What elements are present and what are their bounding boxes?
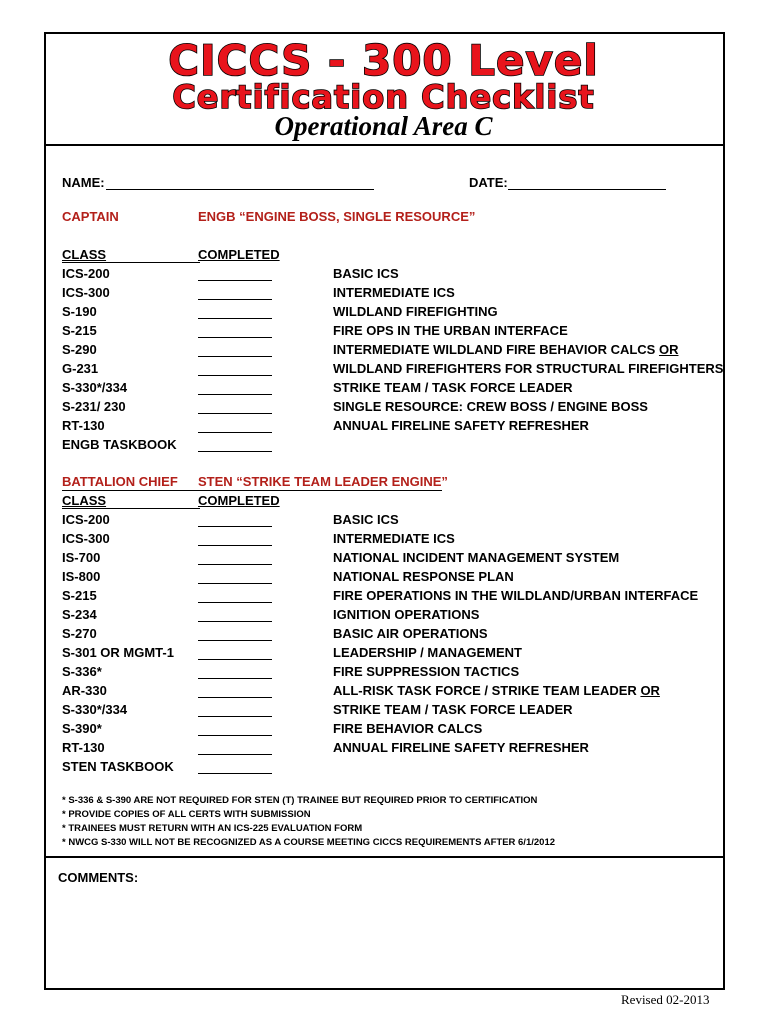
- name-field[interactable]: [106, 189, 374, 190]
- class-description-text: ANNUAL FIRELINE SAFETY REFRESHER: [333, 740, 589, 755]
- completed-line[interactable]: [198, 337, 272, 338]
- completed-line[interactable]: [198, 375, 272, 376]
- class-code: ENGB TASKBOOK: [62, 437, 177, 452]
- battalion-col-class: CLASS: [62, 493, 107, 508]
- class-description-text: ALL-RISK TASK FORCE / STRIKE TEAM LEADER: [333, 683, 637, 698]
- class-code: S-270: [62, 626, 97, 641]
- class-code: S-190: [62, 304, 97, 319]
- class-description: [333, 607, 479, 622]
- class-description: [333, 399, 648, 414]
- completed-line[interactable]: [198, 621, 272, 622]
- or-suffix: OR: [640, 683, 660, 698]
- note-4: * NWCG S-330 WILL NOT BE RECOGNIZED AS A COURSE MEETING CICCS REQUIREMENTS AFTER 6/1/2012: [62, 837, 556, 848]
- completed-line[interactable]: [198, 451, 272, 452]
- class-code: S-215: [62, 323, 97, 338]
- battalion-col-completed: COMPLETED: [198, 493, 280, 508]
- class-code: RT-130: [62, 740, 105, 755]
- class-description-text: NATIONAL RESPONSE PLAN: [333, 569, 514, 584]
- class-description: [333, 266, 399, 281]
- class-code: S-290: [62, 342, 97, 357]
- class-code: S-330*/334: [62, 702, 128, 717]
- battalion-role: BATTALION CHIEF: [62, 474, 178, 489]
- class-description: [333, 664, 519, 679]
- completed-line[interactable]: [198, 356, 272, 357]
- class-description: [333, 626, 488, 641]
- class-description: [333, 304, 498, 319]
- battalion-position: STEN “STRIKE TEAM LEADER ENGINE”: [198, 474, 448, 489]
- class-description-text: BASIC ICS: [333, 512, 399, 527]
- class-description: [333, 702, 573, 717]
- completed-line[interactable]: [198, 640, 272, 641]
- class-description: [333, 645, 522, 660]
- class-description-text: INTERMEDIATE ICS: [333, 285, 455, 300]
- captain-position: ENGB “ENGINE BOSS, SINGLE RESOURCE”: [198, 209, 476, 224]
- comments-area[interactable]: [58, 890, 708, 980]
- completed-line[interactable]: [198, 754, 272, 755]
- completed-line[interactable]: [198, 526, 272, 527]
- class-description-text: FIRE OPS IN THE URBAN INTERFACE: [333, 323, 568, 338]
- or-suffix: OR: [658, 342, 679, 357]
- comments-divider: [44, 856, 723, 858]
- comments-label: COMMENTS:: [58, 870, 139, 885]
- note-1: * S-336 & S-390 ARE NOT REQUIRED FOR STEN (T) TRAINEE BUT REQUIRED PRIOR TO CERTIFICATION: [62, 795, 538, 806]
- title-line2: Certification Checklist: [172, 78, 595, 116]
- class-description-text: BASIC ICS: [333, 266, 399, 281]
- class-description-text: ANNUAL FIRELINE SAFETY REFRESHER: [333, 418, 589, 433]
- class-code: RT-130: [62, 418, 105, 433]
- title-line1: CICCS - 300 Level: [168, 36, 599, 85]
- class-description-text: STRIKE TEAM / TASK FORCE LEADER: [333, 380, 573, 395]
- class-description: [333, 721, 482, 736]
- class-description-text: FIRE OPERATIONS IN THE WILDLAND/URBAN INTERFACE: [333, 588, 699, 603]
- class-code: S-234: [62, 607, 97, 622]
- completed-line[interactable]: [198, 280, 272, 281]
- completed-line[interactable]: [198, 583, 272, 584]
- battalion-header-underline: [62, 490, 442, 491]
- class-description-text: FIRE BEHAVIOR CALCS: [333, 721, 483, 736]
- class-description-text: NATIONAL INCIDENT MANAGEMENT SYSTEM: [333, 550, 620, 565]
- class-description: [333, 550, 619, 565]
- battalion-class-underline: [62, 508, 200, 509]
- completed-line[interactable]: [198, 432, 272, 433]
- class-description-text: WILDLAND FIREFIGHTING: [333, 304, 498, 319]
- completed-line[interactable]: [198, 773, 272, 774]
- class-description-text: WILDLAND FIREFIGHTERS FOR STRUCTURAL FIREFIGHTERS: [333, 361, 724, 376]
- class-description: [333, 285, 455, 300]
- note-3: * TRAINEES MUST RETURN WITH AN ICS-225 EVALUATION FORM: [62, 823, 363, 834]
- note-2: * PROVIDE COPIES OF ALL CERTS WITH SUBMISSION: [62, 809, 311, 820]
- class-description-text: INTERMEDIATE WILDLAND FIRE BEHAVIOR CALCS: [333, 342, 656, 357]
- revised-date: Revised 02-2013: [621, 992, 710, 1007]
- class-code: STEN TASKBOOK: [62, 759, 174, 774]
- class-description: [333, 418, 589, 433]
- class-description: [333, 361, 723, 376]
- class-code: S-330*/334: [62, 380, 128, 395]
- class-description-text: SINGLE RESOURCE: CREW BOSS / ENGINE BOSS: [333, 399, 648, 414]
- class-description: [333, 740, 589, 755]
- completed-line[interactable]: [198, 413, 272, 414]
- completed-line[interactable]: [198, 659, 272, 660]
- completed-line[interactable]: [198, 299, 272, 300]
- class-code: S-336*: [62, 664, 102, 679]
- completed-line[interactable]: [198, 697, 272, 698]
- class-description: [333, 323, 568, 338]
- class-code: ICS-200: [62, 512, 110, 527]
- completed-line[interactable]: [198, 564, 272, 565]
- class-description-text: INTERMEDIATE ICS: [333, 531, 455, 546]
- class-description-text: BASIC AIR OPERATIONS: [333, 626, 488, 641]
- completed-line[interactable]: [198, 716, 272, 717]
- class-code: G-231: [62, 361, 99, 376]
- class-code: IS-800: [62, 569, 101, 584]
- name-label: NAME:: [62, 175, 105, 190]
- captain-col-completed: COMPLETED: [198, 247, 280, 262]
- captain-header-underline: [62, 262, 200, 263]
- class-code: ICS-300: [62, 285, 110, 300]
- class-code: S-215: [62, 588, 97, 603]
- class-code: S-231/ 230: [62, 399, 126, 414]
- class-code: AR-330: [62, 683, 107, 698]
- class-description: [333, 512, 399, 527]
- class-description-text: IGNITION OPERATIONS: [333, 607, 480, 622]
- class-description: [333, 683, 660, 698]
- completed-line[interactable]: [198, 678, 272, 679]
- class-code: IS-700: [62, 550, 101, 565]
- class-description-text: FIRE SUPPRESSION TACTICS: [333, 664, 520, 679]
- header-divider: [44, 144, 723, 146]
- class-code: ICS-200: [62, 266, 110, 281]
- title-line3: Operational Area C: [274, 111, 493, 141]
- class-description: [333, 380, 573, 395]
- completed-line[interactable]: [198, 545, 272, 546]
- class-description-text: LEADERSHIP / MANAGEMENT: [333, 645, 522, 660]
- class-description-text: STRIKE TEAM / TASK FORCE LEADER: [333, 702, 573, 717]
- captain-role: CAPTAIN: [62, 209, 119, 224]
- completed-line[interactable]: [198, 735, 272, 736]
- completed-line[interactable]: [198, 602, 272, 603]
- class-description: [333, 588, 698, 603]
- completed-line[interactable]: [198, 318, 272, 319]
- completed-line[interactable]: [198, 394, 272, 395]
- class-description: [333, 569, 514, 584]
- class-code: S-390*: [62, 721, 102, 736]
- class-code: ICS-300: [62, 531, 110, 546]
- class-description: [333, 531, 455, 546]
- date-field[interactable]: [508, 189, 666, 190]
- class-code: S-301 OR MGMT-1: [62, 645, 174, 660]
- class-description: [333, 342, 678, 357]
- captain-col-class: CLASS: [62, 247, 107, 262]
- date-label: DATE:: [469, 175, 508, 190]
